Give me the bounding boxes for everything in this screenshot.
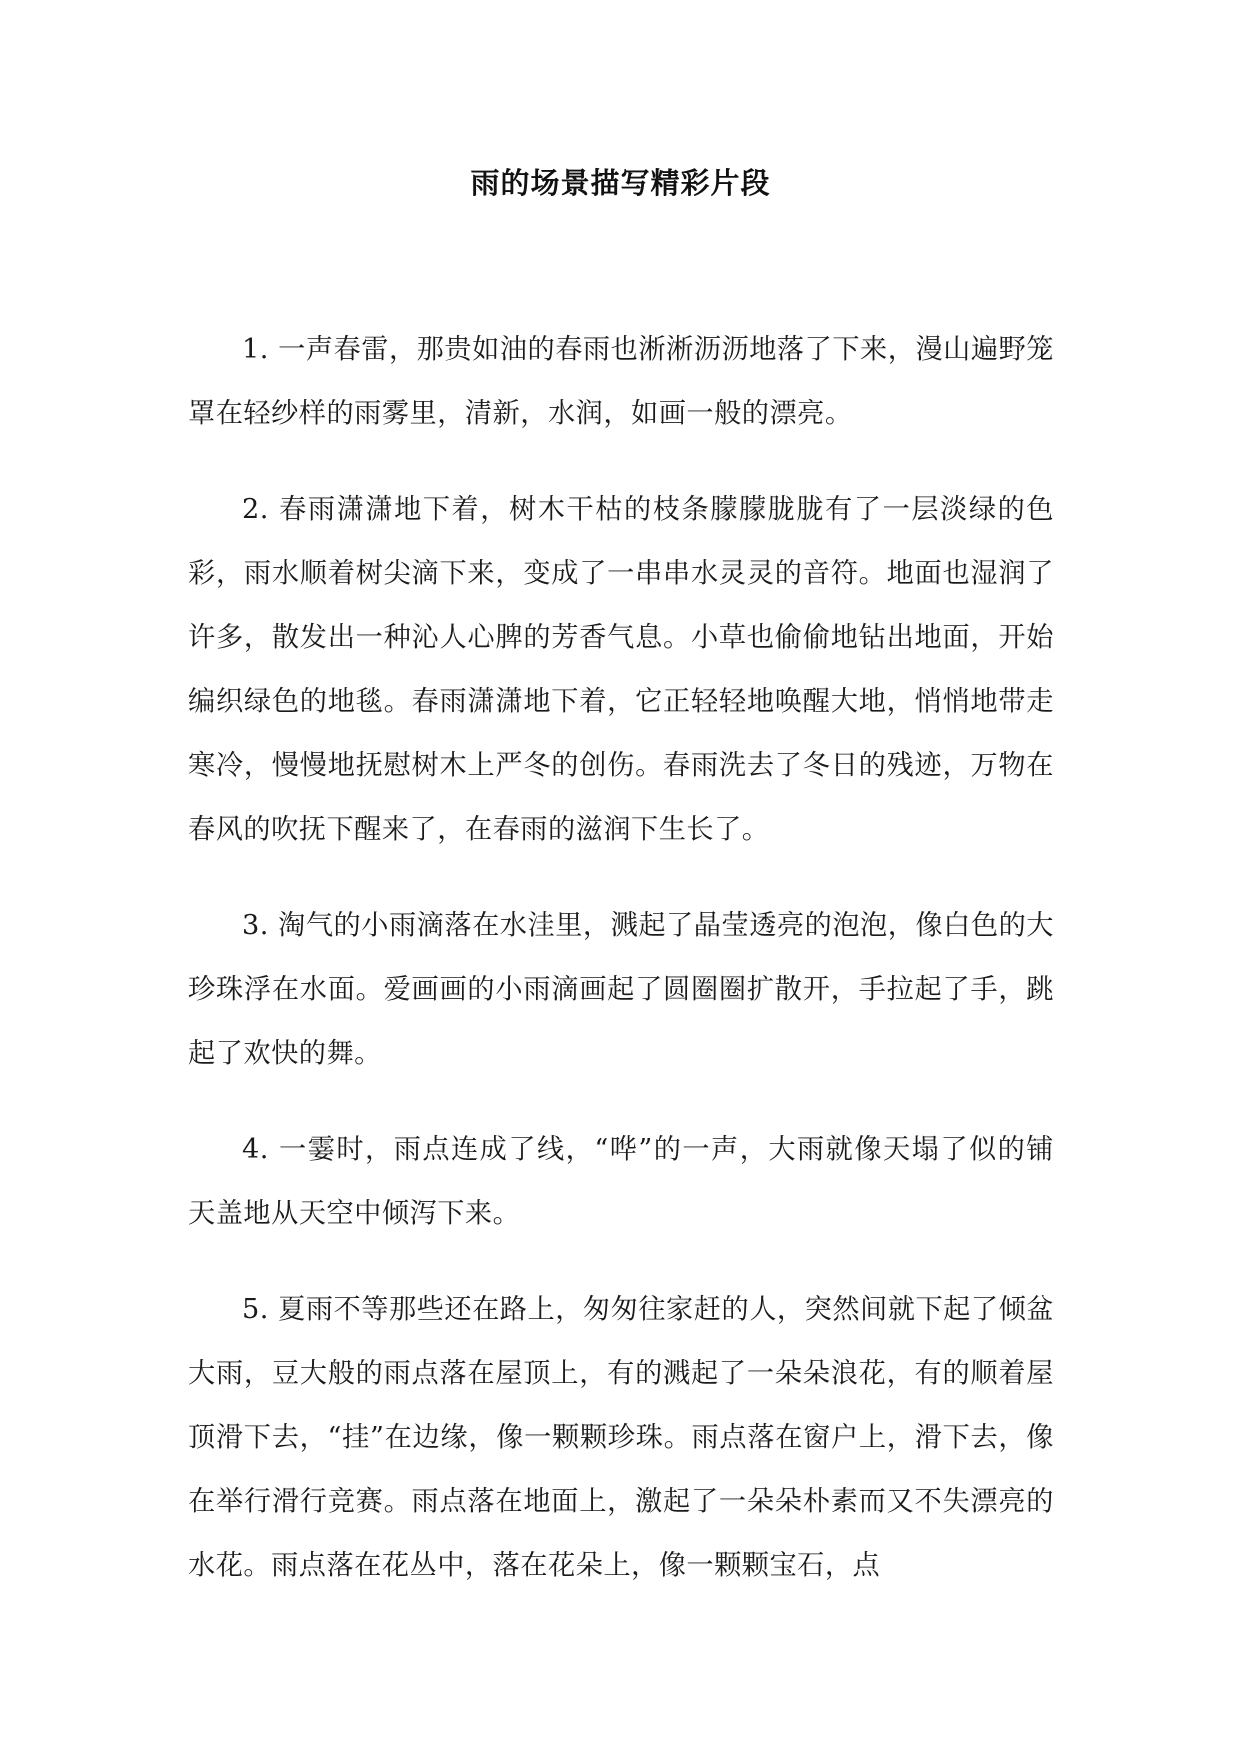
paragraph-2: 2. 春雨潇潇地下着，树木干枯的枝条朦朦胧胧有了一层淡绿的色彩，雨水顺着树尖滴下来，变成了一串串水灵灵的音符。地面也湿润了许多，散发出一种沁人心脾的芳香气息。小草也偷偷地钻出地面，开始编织绿色的地毯。春雨潇潇地下着，它正轻轻地唤醒大地，悄悄地带走寒冷，慢慢地抚慰树木上严冬的创伤。春雨洗去了冬日的残迹，万物在春风的吹抚下醒来了，在春雨的滋润下生长了。: [188, 494, 1054, 845]
paragraph-1: 1. 一声春雷，那贵如油的春雨也淅淅沥沥地落了下来，漫山遍野笼罩在轻纱样的雨雾里，清新，水润，如画一般的漂亮。: [188, 334, 1054, 429]
document-body: [188, 318, 1054, 1630]
paragraph-4: 4. 一霎时，雨点连成了线，“哗”的一声，大雨就像天塌了似的铺天盖地从天空中倾泻下来。: [188, 1134, 1054, 1229]
paragraph-5: 5. 夏雨不等那些还在路上，匆匆往家赶的人，突然间就下起了倾盆大雨，豆大般的雨点落在屋顶上，有的溅起了一朵朵浪花，有的顺着屋顶滑下去，“挂”在边缘，像一颗颗珍珠。雨点落在窗户上，滑下去，像在举行滑行竞赛。雨点落在地面上，激起了一朵朵朴素而又不失漂亮的水花。雨点落在花丛中，落在花朵上，像一颗颗宝石，点: [188, 1294, 1054, 1581]
paragraph-3: 3. 淘气的小雨滴落在水洼里，溅起了晶莹透亮的泡泡，像白色的大珍珠浮在水面。爱画画的小雨滴画起了圆圈圈扩散开，手拉起了手，跳起了欢快的舞。: [188, 910, 1054, 1069]
page-title: 雨的场景描写精彩片段: [470, 166, 771, 200]
